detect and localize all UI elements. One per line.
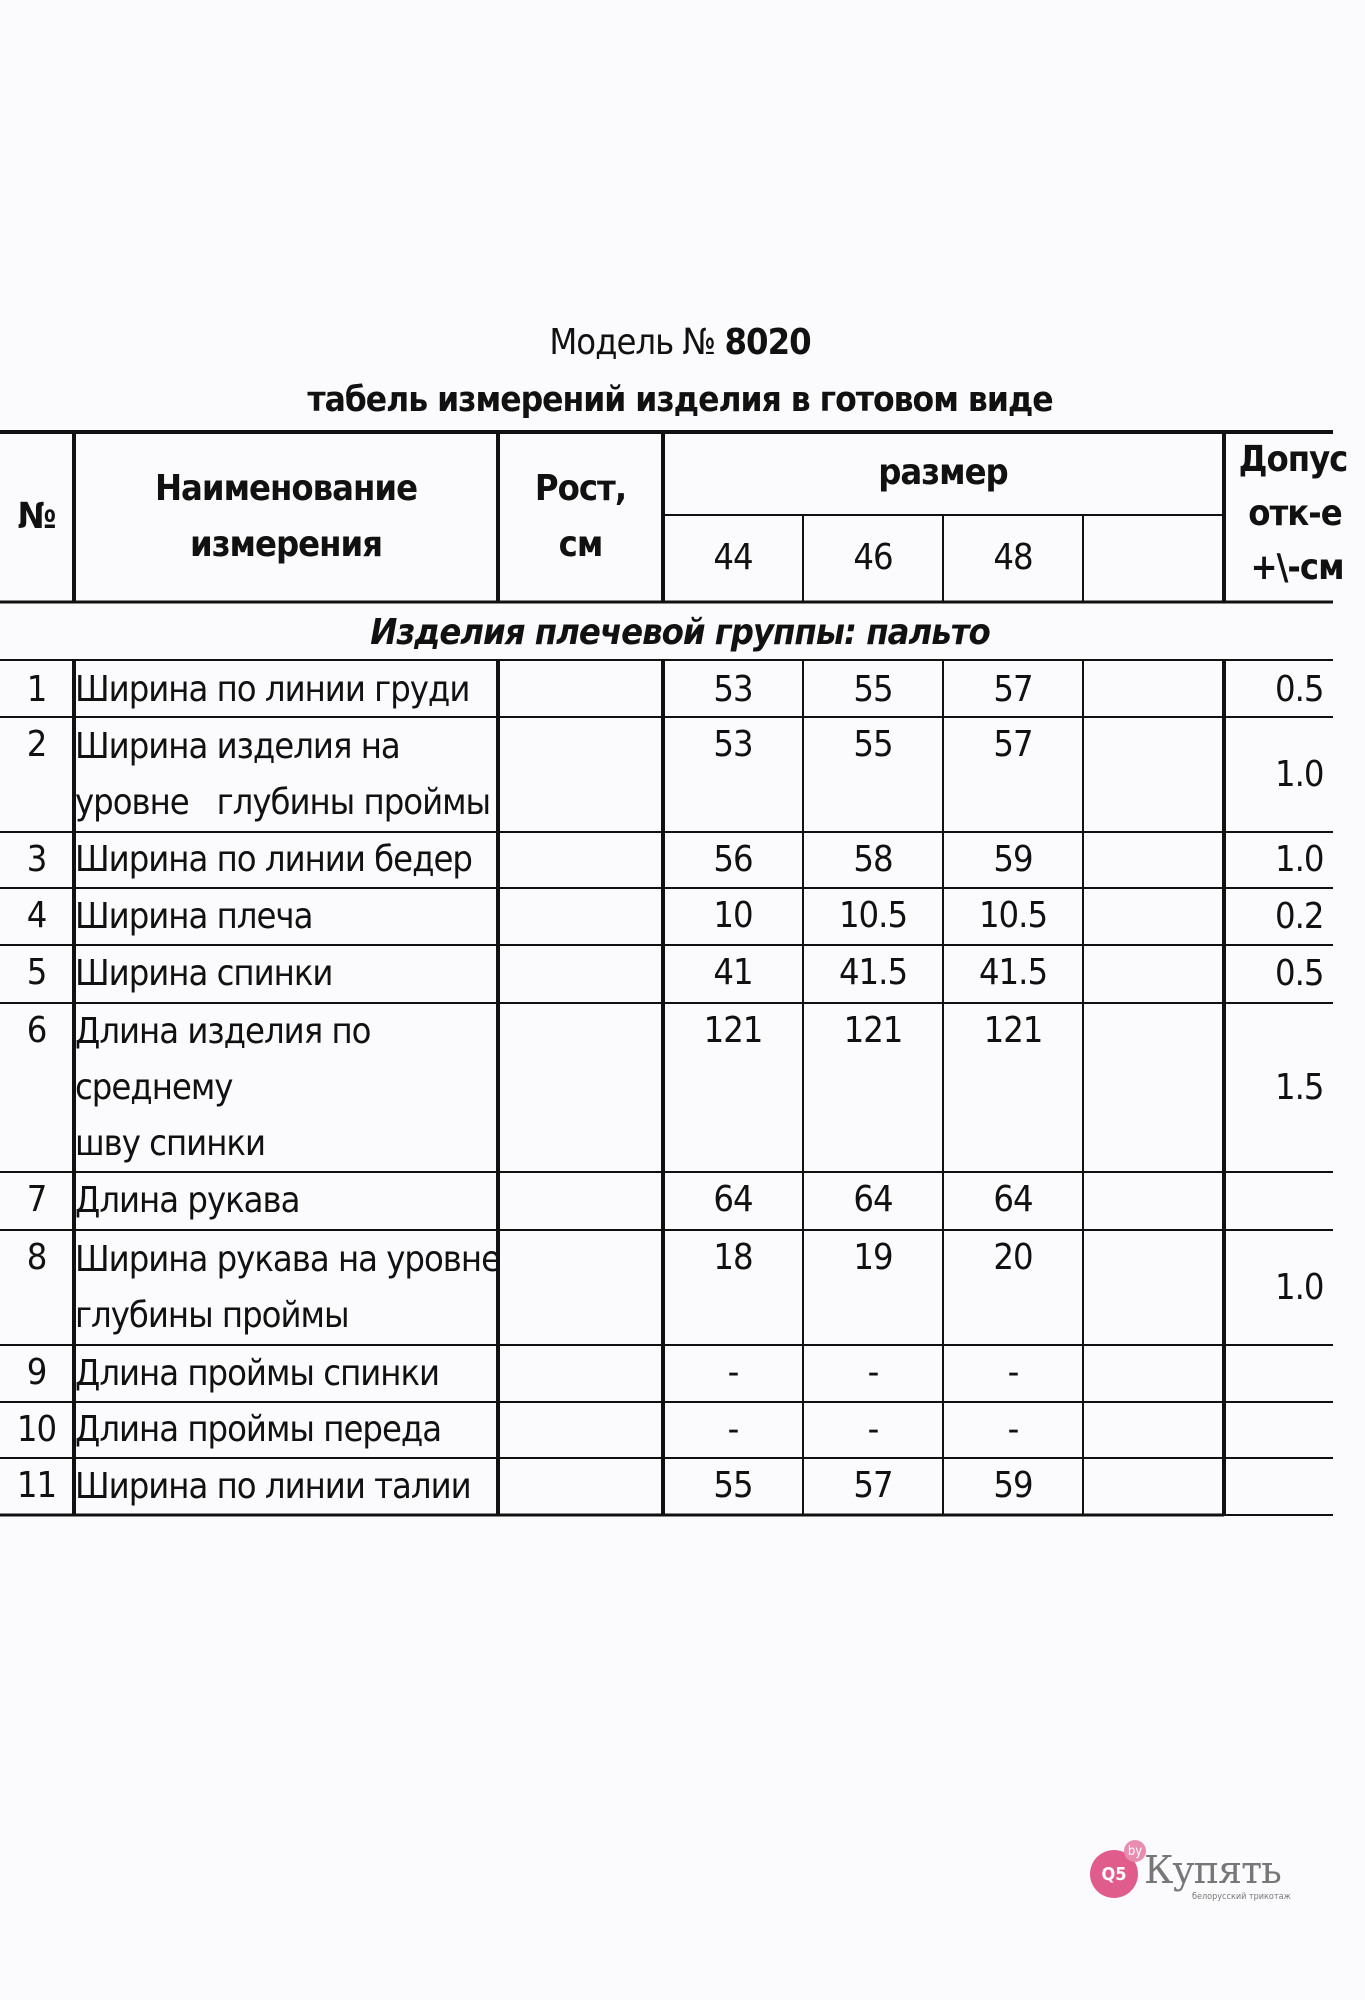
tolerance-value bbox=[1225, 1458, 1365, 1515]
table-subtitle: табель измерений изделия в готовом виде bbox=[307, 380, 1053, 420]
measurement-name bbox=[75, 1172, 497, 1230]
measurement-name-line: Ширина по линии талии bbox=[75, 1465, 471, 1507]
model-label: Модель № bbox=[549, 322, 716, 363]
height-value bbox=[499, 1003, 662, 1172]
tolerance-value: 1.0 bbox=[1275, 839, 1324, 880]
measurement-name-line: Длина проймы переда bbox=[75, 1409, 442, 1450]
row-number: 9 bbox=[26, 1352, 47, 1393]
measurement-name-line: Длина проймы спинки bbox=[75, 1352, 440, 1394]
size-value: - bbox=[1007, 1409, 1019, 1450]
size-value: 53 bbox=[713, 724, 753, 765]
size-value: 58 bbox=[853, 839, 893, 880]
height-value bbox=[499, 1402, 662, 1458]
size-value: - bbox=[727, 1352, 739, 1393]
size-value: 41.5 bbox=[838, 952, 908, 993]
tolerance-value: 0.5 bbox=[1275, 668, 1324, 710]
height-value bbox=[499, 832, 662, 888]
size-44: 44 bbox=[713, 537, 753, 578]
height-value bbox=[499, 1230, 662, 1345]
measurement-name-line: Ширина плеча bbox=[75, 895, 313, 937]
row-number: 6 bbox=[26, 1010, 47, 1051]
size-value: 55 bbox=[853, 724, 893, 765]
extra-size-value bbox=[1084, 1345, 1222, 1402]
size-value: 18 bbox=[713, 1237, 753, 1278]
logo-tagline: белорусский трикотаж bbox=[1192, 1892, 1291, 1902]
size-value: 10.5 bbox=[838, 895, 908, 936]
header-height-line1: Рост, bbox=[534, 468, 627, 509]
measurement-name bbox=[75, 945, 497, 1003]
measurement-name-line: Ширина спинки bbox=[75, 953, 333, 994]
size-value: - bbox=[867, 1352, 879, 1393]
size-value: 64 bbox=[853, 1179, 893, 1220]
row-number: 4 bbox=[26, 895, 47, 936]
extra-size-value bbox=[1084, 1458, 1222, 1515]
measurement-name bbox=[75, 1345, 497, 1402]
height-value bbox=[499, 888, 662, 945]
extra-size-value bbox=[1084, 717, 1222, 832]
measurement-name-line: уровне глубины проймы bbox=[75, 781, 491, 823]
tolerance-value bbox=[1225, 1172, 1365, 1230]
height-value bbox=[499, 945, 662, 1003]
measurement-name-line: Ширина рукава на уровне bbox=[75, 1238, 501, 1280]
measurement-name bbox=[75, 1402, 497, 1458]
size-value: 20 bbox=[993, 1237, 1033, 1278]
measurement-name-line: среднему bbox=[75, 1066, 233, 1108]
height-value bbox=[499, 1458, 662, 1515]
extra-size-value bbox=[1084, 1172, 1222, 1230]
size-value: - bbox=[1007, 1352, 1019, 1393]
measurement-name-line: шву спинки bbox=[75, 1122, 265, 1164]
measurement-name-line: Ширина по линии груди bbox=[75, 668, 470, 710]
tolerance-value bbox=[1225, 1345, 1365, 1402]
measurement-name bbox=[75, 1230, 501, 1345]
size-value: 41 bbox=[713, 952, 753, 993]
tolerance-value: 1.0 bbox=[1275, 753, 1324, 795]
extra-size-value bbox=[1084, 945, 1222, 1003]
row-number: 11 bbox=[16, 1465, 57, 1506]
extra-size-value bbox=[1084, 1003, 1222, 1172]
measurement-name bbox=[75, 1458, 497, 1515]
measurement-name bbox=[75, 1003, 497, 1172]
size-value: 64 bbox=[713, 1179, 753, 1220]
row-number: 2 bbox=[26, 724, 47, 765]
extra-size-value bbox=[1084, 1230, 1222, 1345]
measurement-name-line: Длина изделия по bbox=[75, 1010, 371, 1052]
extra-size-value bbox=[1084, 888, 1222, 945]
logo-brand: Купять bbox=[1144, 1848, 1281, 1892]
row-number: 3 bbox=[26, 839, 47, 880]
measurement-name bbox=[75, 832, 497, 888]
height-value bbox=[499, 662, 662, 717]
measurement-name bbox=[75, 717, 497, 832]
size-value: 53 bbox=[713, 669, 753, 710]
row-number: 1 bbox=[26, 669, 47, 710]
size-value: 57 bbox=[993, 669, 1033, 710]
size-value: 64 bbox=[993, 1179, 1033, 1220]
header-height bbox=[499, 433, 662, 601]
header-name-line2: измерения bbox=[190, 524, 382, 565]
row-number: 7 bbox=[26, 1179, 47, 1220]
header-tol-line1: Допус bbox=[1238, 439, 1348, 480]
measurement-name-line: глубины проймы bbox=[75, 1294, 349, 1336]
header-no: № bbox=[17, 496, 56, 537]
height-value bbox=[499, 1345, 662, 1402]
tolerance-value: 1.0 bbox=[1275, 1266, 1324, 1308]
header-tol-line2: отк-е bbox=[1248, 493, 1342, 534]
header-name-line1: Наименование bbox=[154, 468, 418, 509]
tolerance-value bbox=[1225, 1402, 1365, 1458]
size-value: 41.5 bbox=[978, 952, 1048, 993]
row-number: 8 bbox=[26, 1237, 47, 1278]
size-value: 121 bbox=[703, 1010, 763, 1051]
extra-size-value bbox=[1084, 832, 1222, 888]
extra-size-value bbox=[1084, 1402, 1222, 1458]
measurement-name bbox=[75, 888, 497, 945]
size-value: 121 bbox=[843, 1010, 903, 1051]
height-value bbox=[499, 717, 662, 832]
size-48: 48 bbox=[993, 537, 1033, 578]
logo-badge: by bbox=[1124, 1840, 1146, 1862]
measurement-name-line: Длина рукава bbox=[75, 1180, 300, 1221]
size-46: 46 bbox=[853, 537, 893, 578]
size-value: 55 bbox=[713, 1465, 753, 1506]
tolerance-value: 0.2 bbox=[1275, 895, 1324, 937]
header-tol-line3: +\-см bbox=[1250, 547, 1344, 588]
size-value: - bbox=[727, 1409, 739, 1450]
brand-logo bbox=[1090, 1840, 1315, 1906]
header-name bbox=[75, 433, 497, 601]
section-title: Изделия плечевой группы: пальто bbox=[370, 612, 990, 653]
size-value: 59 bbox=[993, 839, 1033, 880]
size-value: 56 bbox=[713, 839, 753, 880]
tolerance-value: 0.5 bbox=[1275, 953, 1324, 994]
size-value: 10 bbox=[713, 895, 753, 936]
row-number: 5 bbox=[26, 952, 47, 993]
size-value: 121 bbox=[983, 1010, 1043, 1051]
tolerance-value: 1.5 bbox=[1275, 1066, 1324, 1108]
extra-size-value bbox=[1084, 662, 1222, 717]
size-extra bbox=[1084, 516, 1222, 600]
measurement-name bbox=[75, 662, 497, 717]
size-value: 59 bbox=[993, 1465, 1033, 1506]
size-value: 19 bbox=[853, 1237, 893, 1278]
header-sizes: размер bbox=[878, 452, 1008, 493]
measurement-name-line: Ширина по линии бедер bbox=[75, 839, 472, 880]
header-height-line2: см bbox=[558, 524, 603, 565]
measurement-name-line: Ширина изделия на bbox=[75, 725, 400, 767]
size-value: 57 bbox=[853, 1465, 893, 1506]
size-value: - bbox=[867, 1409, 879, 1450]
height-value bbox=[499, 1172, 662, 1230]
model-number: 8020 bbox=[724, 322, 811, 363]
logo-mark: Q5 bbox=[1090, 1850, 1138, 1898]
header-tolerance bbox=[1225, 433, 1365, 601]
size-value: 10.5 bbox=[978, 895, 1048, 936]
size-value: 55 bbox=[853, 669, 893, 710]
row-number: 10 bbox=[16, 1409, 57, 1450]
size-value: 57 bbox=[993, 724, 1033, 765]
